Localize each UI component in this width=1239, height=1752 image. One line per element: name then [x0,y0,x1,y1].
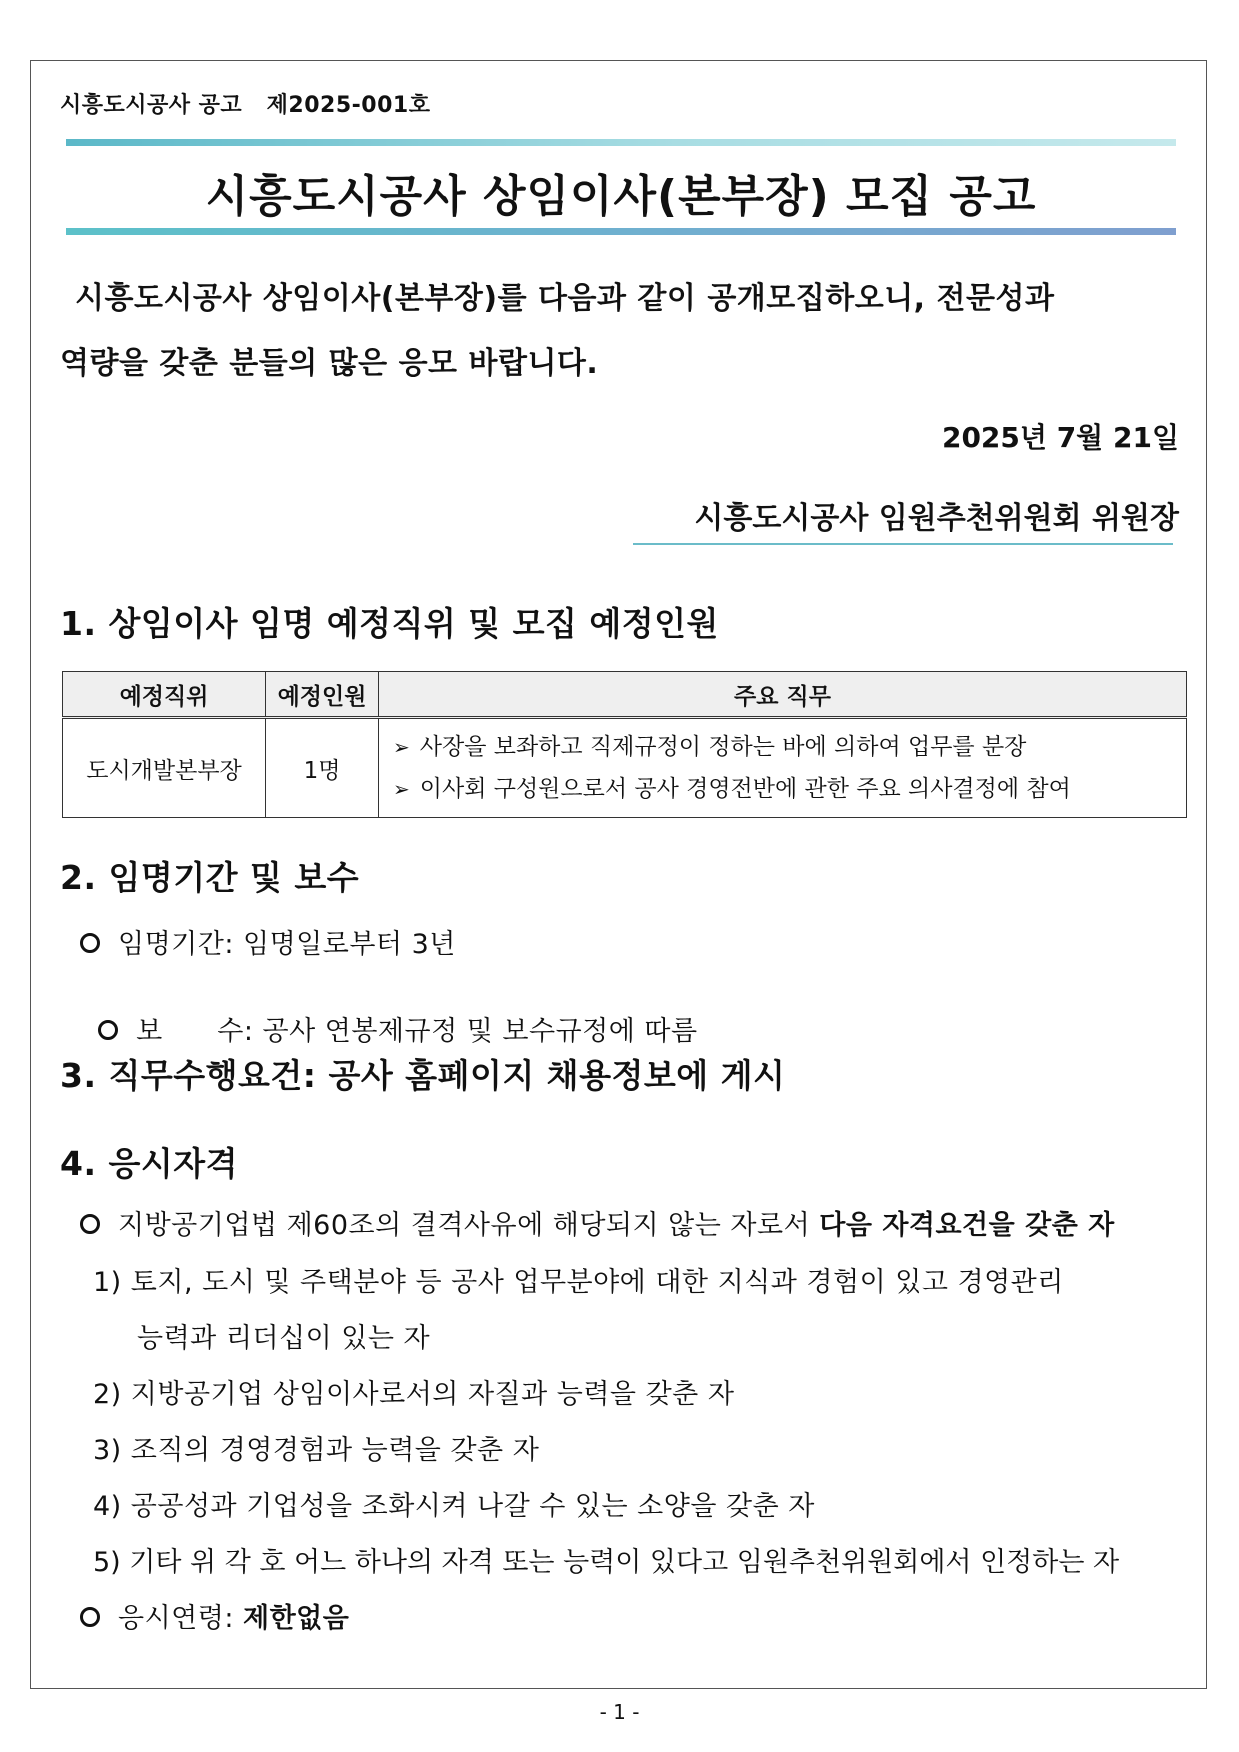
pay-text: 보 수: 공사 연봉제규정 및 보수규정에 따름 [136,1016,698,1047]
table-header-position: 예정직위 [63,672,266,718]
section-4-heading: 4. 응시자격 [60,1144,238,1183]
table-row [63,718,1187,818]
count-cell: 1명 [266,718,379,818]
notice-number: 시흥도시공사 공고 제2025-001호 [60,93,431,118]
qualification-item-5: 5) 기타 위 각 호 어느 하나의 자격 또는 능력이 있다고 임원추천위원회에서 인정하는 자 [93,1547,1120,1578]
arrow-bullet-icon: ➢ [393,735,410,759]
term-text: 임명기간: 임명일로부터 3년 [118,929,456,960]
duty-item [393,726,1185,768]
signer: 시흥도시공사 임원추천위원회 위원장 [694,501,1179,536]
age-value: 제한없음 [243,1603,350,1634]
intro-line-1: 시흥도시공사 상임이사(본부장)를 다음과 같이 공개모집하오니, 전문성과 [75,281,1055,316]
qualification-item-3: 3) 조직의 경영경험과 능력을 갖춘 자 [93,1435,540,1466]
section-2-heading: 2. 임명기간 및 보수 [60,858,360,897]
age-label: 응시연령: [118,1603,244,1634]
duty-text: 이사회 구성원으로서 공사 경영전반에 관한 주요 의사결정에 참여 [419,776,1071,802]
pay-line [80,978,698,1048]
duties-cell [379,718,1187,818]
age-line [80,1596,349,1635]
section-3-heading: 3. 직무수행요건: 공사 홈페이지 채용정보에 게시 [60,1056,786,1095]
title-top-rule [66,139,1176,146]
notice-date: 2025년 7월 21일 [941,421,1179,454]
duty-text: 사장을 보좌하고 직제규정이 정하는 바에 의하여 업무를 분장 [419,734,1027,760]
qualification-item-1: 1) 토지, 도시 및 주택분야 등 공사 업무분야에 대한 지식과 경험이 있고 경영관리 [93,1267,1064,1298]
intro-line-2: 역량을 갖춘 분들의 많은 응모 바랍니다. [60,346,599,381]
circle-bullet-icon [80,1607,100,1627]
page-number: - 1 - [599,1700,640,1724]
qualification-item-1-cont: 능력과 리더십이 있는 자 [137,1323,431,1354]
table-header-count: 예정인원 [266,672,379,718]
position-cell: 도시개발본부장 [63,718,266,818]
arrow-bullet-icon: ➢ [393,777,410,801]
duty-item [393,768,1185,810]
circle-bullet-icon [98,1020,118,1040]
position-table [62,671,1187,818]
table-header-duties: 주요 직무 [379,672,1187,718]
page-title: 시흥도시공사 상임이사(본부장) 모집 공고 [205,171,1037,222]
term-line [80,922,456,961]
qualification-item-2: 2) 지방공기업 상임이사로서의 자질과 능력을 갖춘 자 [93,1379,735,1410]
title-bottom-rule [66,228,1176,235]
section-1-heading: 1. 상임이사 임명 예정직위 및 모집 예정인원 [60,604,719,643]
qualification-bold: 다음 자격요건을 갖춘 자 [819,1210,1115,1241]
qualification-item-4: 4) 공공성과 기업성을 조화시켜 나갈 수 있는 소양을 갖춘 자 [93,1491,815,1522]
circle-bullet-icon [80,1214,100,1234]
circle-bullet-icon [80,933,100,953]
qualification-main [80,1203,1115,1242]
qualification-text: 지방공기업법 제60조의 결격사유에 해당되지 않는 자로서 [118,1210,820,1241]
signer-underline [633,543,1173,545]
